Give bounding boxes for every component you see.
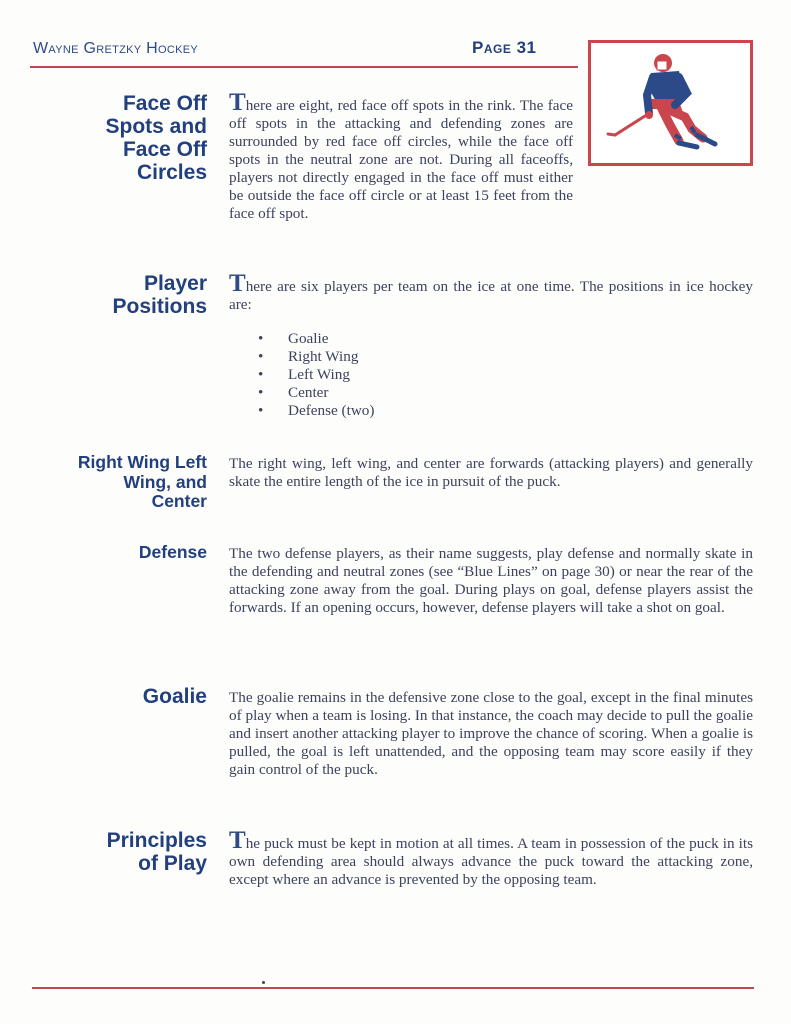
footer-rule [32, 987, 754, 989]
paragraph-text: he puck must be kept in motion at all times. A team in possession of the puck in its own defending area should always advance the puck toward the attacking zone, except where an advance is prevented by the opposing team. [229, 835, 753, 888]
paragraph-text: here are eight, red face off spots in the rink. The face off spots in the attacking and defending zones are surrounded by red face off circles, while the face off spots in the neutral zone are not. During all faceoffs, players not directly engaged in the face off must either be outside the face off circle or at least 15 feet from the face off spot. [229, 97, 573, 222]
section-body-principles [229, 827, 753, 889]
header-title: Wayne Gretzky Hockey [33, 40, 199, 57]
section-heading-positions: Player Positions [112, 272, 207, 318]
list-item: • Center [258, 384, 374, 402]
print-speck [262, 981, 265, 984]
paragraph-text: here are six players per team on the ice at one time. The positions in ice hockey are: [229, 278, 753, 313]
list-item: • Right Wing [258, 348, 374, 366]
section-heading-faceoff: Face Off Spots and Face Off Circles [105, 92, 207, 184]
list-item: • Goalie [258, 330, 374, 348]
list-item: • Left Wing [258, 366, 374, 384]
section-body-defense: The two defense players, as their name suggests, play defense and normally skate in the defending and neutral zones (see “Blue Lines” on page 30) or near the rear of the attacking zone away from the goal. During plays on goal, defense players assist the forwards. If an opening occurs, however, defense players will take a shot on goal. [229, 545, 753, 616]
dropcap: T [229, 827, 246, 854]
dropcap: T [229, 89, 246, 116]
list-item: • Defense (two) [258, 402, 374, 420]
section-body-faceoff-intro [229, 89, 573, 223]
hockey-player-icon [591, 43, 750, 163]
header-rule [30, 66, 578, 68]
hockey-player-illustration [588, 40, 753, 166]
section-body-goalie: The goalie remains in the defensive zone close to the goal, except in the final minutes of play when a team is losing. In that instance, the coach may decide to pull the goalie and insert another attacking player to improve the chance of scoring. When a goalie is pulled, the goal is left unattended, and the opposing team may score easily if they gain control of the puck. [229, 689, 753, 778]
positions-list [258, 330, 374, 420]
dropcap: T [229, 270, 246, 297]
section-body-positions [229, 270, 753, 314]
page-number: Page 31 [472, 38, 537, 57]
section-body-forwards: The right wing, left wing, and center are forwards (attacking players) and generally skate the entire length of the ice in pursuit of the puck. [229, 455, 753, 490]
section-heading-principles: Principles of Play [106, 829, 207, 875]
section-heading-defense: Defense [138, 542, 207, 562]
section-heading-forwards: Right Wing Left Wing, and Center [77, 452, 207, 511]
section-heading-goalie: Goalie [142, 685, 207, 708]
